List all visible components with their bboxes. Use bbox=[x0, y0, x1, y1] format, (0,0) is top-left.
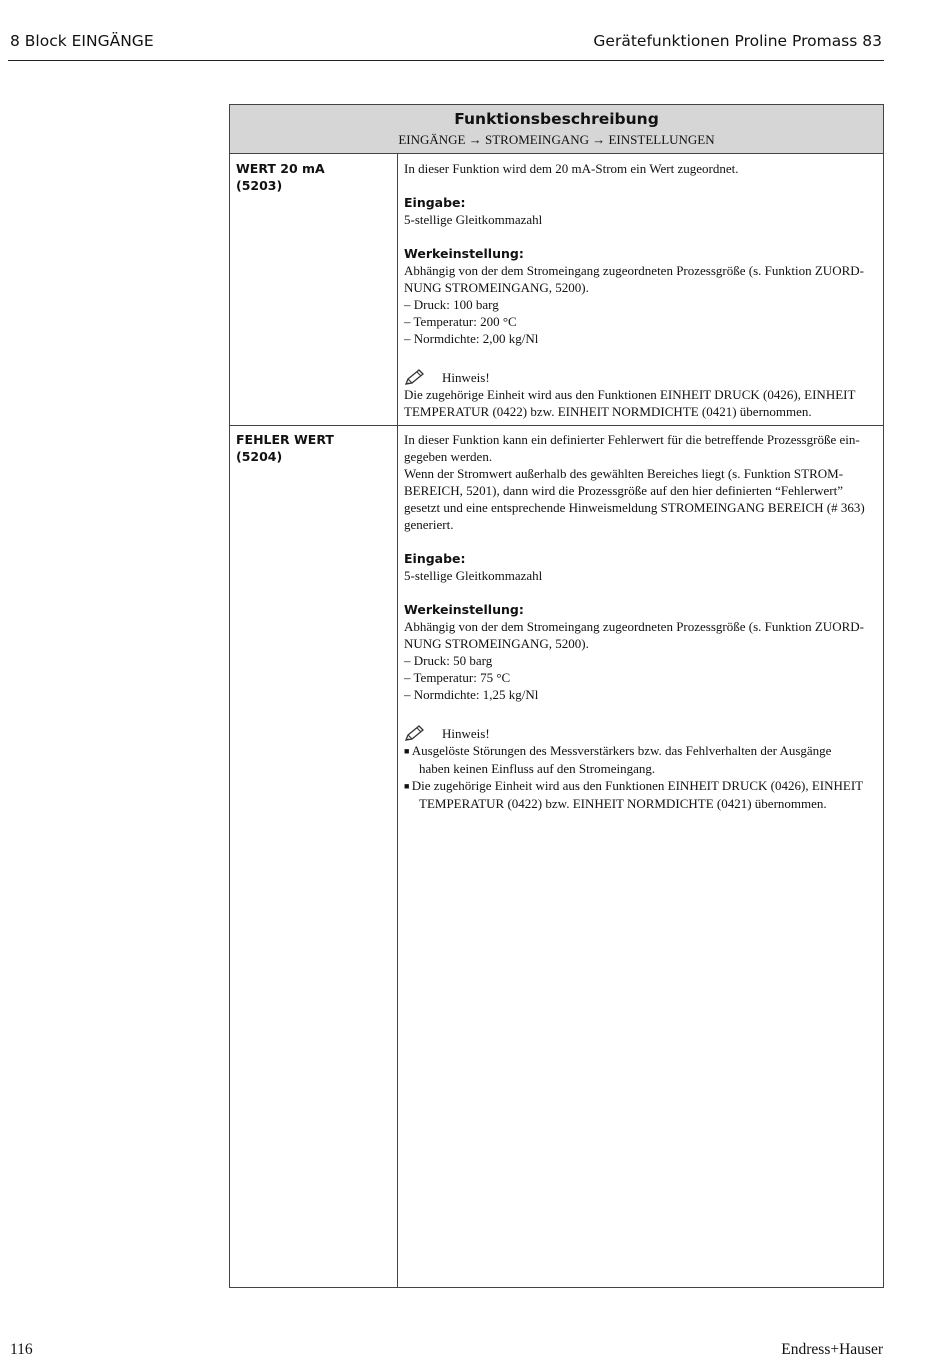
description-intro: Wenn der Stromwert außerhalb des gewählten Bereiches liegt (s. Funktion STROM- bbox=[404, 466, 844, 481]
header-chapter: 8 Block EINGÄNGE bbox=[10, 32, 154, 50]
function-name: FEHLER WERT bbox=[236, 432, 334, 447]
note-heading bbox=[404, 720, 878, 742]
input-label: Eingabe: bbox=[404, 195, 466, 210]
row-divider bbox=[230, 425, 883, 426]
note-title: Hinweis! bbox=[442, 726, 490, 741]
factory-setting-text: NUNG STROMEINGANG, 5200). bbox=[404, 636, 589, 651]
note-title: Hinweis! bbox=[442, 370, 490, 385]
note-bullet-line: Die zugehörige Einheit wird aus den Funktionen EINHEIT DRUCK (0426), EINHEIT bbox=[411, 778, 864, 793]
function-code: (5204) bbox=[236, 449, 283, 464]
note-bullet-line: Ausgelöste Störungen des Messverstärkers bzw. das Fehlverhalten der Ausgänge bbox=[411, 743, 832, 758]
note-bullet bbox=[404, 742, 878, 777]
brand-name: Endress+Hauser bbox=[781, 1341, 883, 1358]
input-label: Eingabe: bbox=[404, 551, 466, 566]
note-text: TEMPERATUR (0422) bzw. EINHEIT NORMDICHTE (0421) übernommen. bbox=[404, 404, 812, 419]
input-value: 5-stellige Gleitkommazahl bbox=[404, 568, 543, 583]
factory-setting-text: Abhängig von der dem Stromeingang zugeordneten Prozessgröße (s. Funktion ZUORD- bbox=[404, 619, 864, 634]
default-item: – Temperatur: 200 °C bbox=[404, 313, 878, 330]
description-intro: generiert. bbox=[404, 517, 454, 532]
note-heading bbox=[404, 364, 878, 386]
input-value: 5-stellige Gleitkommazahl bbox=[404, 212, 543, 227]
description-intro: In dieser Funktion wird dem 20 mA-Strom ein Wert zugeordnet. bbox=[404, 161, 739, 176]
description-intro: gegeben werden. bbox=[404, 449, 493, 464]
header-rule bbox=[8, 60, 884, 61]
default-item: – Temperatur: 75 °C bbox=[404, 669, 878, 686]
table-header bbox=[230, 105, 883, 154]
function-description-wert-20ma bbox=[404, 160, 878, 420]
function-description-fehler-wert bbox=[404, 431, 878, 812]
note-text: Die zugehörige Einheit wird aus den Funktionen EINHEIT DRUCK (0426), EINHEIT bbox=[404, 387, 856, 402]
function-table bbox=[229, 104, 884, 1288]
table-path: EINGÄNGE → STROMEINGANG → EINSTELLUNGEN bbox=[398, 132, 715, 147]
note-bullet bbox=[404, 777, 878, 812]
function-name-fehler-wert bbox=[236, 431, 386, 465]
header-title: Gerätefunktionen Proline Promass 83 bbox=[593, 32, 882, 50]
default-item: – Normdichte: 1,25 kg/Nl bbox=[404, 686, 878, 703]
factory-setting-text: NUNG STROMEINGANG, 5200). bbox=[404, 280, 589, 295]
note-bullet-line: haben keinen Einfluss auf den Stromeingang. bbox=[419, 761, 656, 776]
page-number: 116 bbox=[10, 1341, 33, 1358]
pencil-icon bbox=[404, 368, 426, 386]
function-name: WERT 20 mA bbox=[236, 161, 325, 176]
pencil-icon bbox=[404, 724, 426, 742]
description-intro: BEREICH, 5201), dann wird die Prozessgröße auf den hier definierten “Fehlerwert” bbox=[404, 483, 843, 498]
description-intro: In dieser Funktion kann ein definierter Fehlerwert für die betreffende Prozessgröße ein- bbox=[404, 432, 860, 447]
note-bullet-line: TEMPERATUR (0422) bzw. EINHEIT NORMDICHTE (0421) übernommen. bbox=[419, 796, 827, 811]
table-title: Funktionsbeschreibung bbox=[454, 110, 659, 128]
factory-setting-label: Werkeinstellung: bbox=[404, 602, 524, 617]
function-name-wert-20ma bbox=[236, 160, 386, 194]
factory-setting-text: Abhängig von der dem Stromeingang zugeordneten Prozessgröße (s. Funktion ZUORD- bbox=[404, 263, 864, 278]
column-divider bbox=[397, 154, 398, 1287]
factory-setting-label: Werkeinstellung: bbox=[404, 246, 524, 261]
default-item: – Druck: 100 barg bbox=[404, 296, 878, 313]
description-intro: gesetzt und eine entsprechende Hinweismeldung STROMEINGANG BEREICH (# 363) bbox=[404, 500, 865, 515]
default-item: – Druck: 50 barg bbox=[404, 652, 878, 669]
default-item: – Normdichte: 2,00 kg/Nl bbox=[404, 330, 878, 347]
function-code: (5203) bbox=[236, 178, 283, 193]
